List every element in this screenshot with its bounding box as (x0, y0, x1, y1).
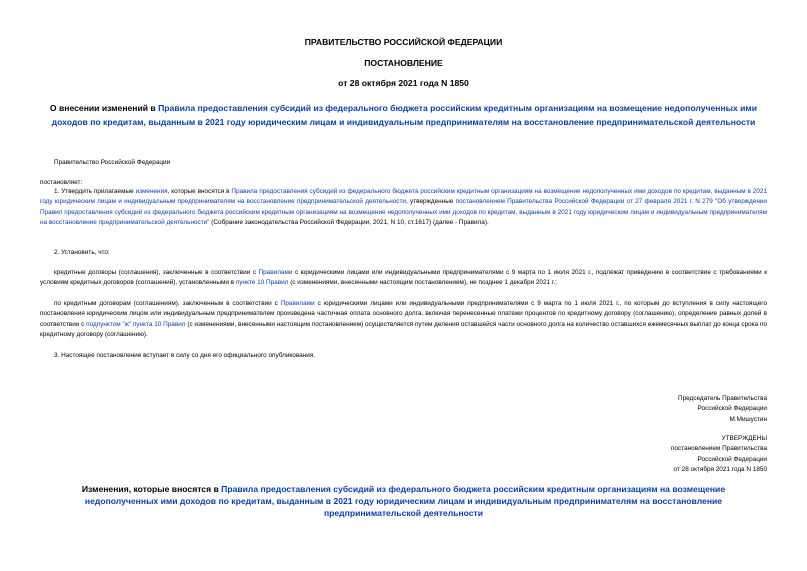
changes-title-prefix: Изменения, которые вносятся в (81, 484, 222, 494)
signature-position: Председатель Правительства (678, 395, 767, 402)
p4-text-b: с юридическими лицами или индивидуальными предпринимателями с 9 марта по 1 июля 2021 г., по которым до вступления в силу настоящего постановления юридическим лицом или индивидуальным предпринимателем произведена частичная оплата основного долга, включая перенесенные платежи процентов по кредитному договору (соглашению), определение равных долей в соответствии с (40, 300, 767, 328)
clause-10-link[interactable]: пункте 10 Правил (235, 279, 289, 287)
p3-text-a: кредитные договоры (соглашения), заключенные в соответствии с (54, 269, 259, 276)
approval-date: от 28 октября 2021 года N 1850 (673, 465, 767, 473)
p1-text-d: (Собрание законодательства Российской Федерации, 2021, N 10, ст.1617) (далее - Правила). (209, 218, 489, 226)
p1-text-c: , утвержденные (406, 198, 456, 206)
rules-link-3[interactable]: Правилами (280, 300, 315, 307)
changes-title (50, 483, 757, 519)
paragraph-2-item-2 (40, 299, 767, 340)
p1-text-b: , которые вносятся в (167, 188, 232, 195)
title-rules-link[interactable]: Правила предоставления субсидий из федерального бюджета российским кредитным организациям на возмещение недополученных ими доходов по кредитам, выданным в 2021 году юридическим лицам и индивидуальным предпринимателям на восстановление предпринимательской деятельности (51, 103, 758, 127)
paragraph-2: 2. Установить, что: (54, 249, 110, 256)
document-type-heading: ПОСТАНОВЛЕНИЕ (364, 58, 443, 68)
title-prefix: О внесении изменений в (49, 103, 159, 113)
paragraph-3: 3. Настоящее постановление вступает в силу со дня его официального опубликования. (54, 352, 316, 359)
date-number-heading: от 28 октября 2021 года N 1850 (338, 78, 469, 88)
rules-link-2[interactable]: Правилами (258, 269, 293, 276)
p4-text-c: (с изменениями, внесенными настоящим постановлением) осуществляется путем деления оставшейся части основного долга на количество оставшихся ежемесячных выплат до конца срока по кредитному договору (соглашению). (40, 320, 767, 338)
p4-text-a: по кредитным договорам (соглашениям), заключенным в соответствии с (54, 300, 281, 307)
approval-resolution: постановлением Правительства (671, 445, 767, 453)
changes-link[interactable]: изменения (135, 188, 168, 195)
approval-block (671, 434, 767, 475)
signature-block (678, 394, 767, 425)
subclause-zh-link[interactable]: подпунктом "ж" пункта 10 Правил (86, 320, 186, 328)
approval-country: Российской Федерации (697, 455, 767, 463)
document-title (40, 101, 767, 129)
signature-name: М.Мишустин (729, 415, 767, 423)
resolution-279-link[interactable]: постановлением Правительства Российской Федерации от 27 февраля 2021 г. N 279 "Об утверждении Правил предоставления субсидий из федерального бюджета российским кредитным организациям на возмещение недополученных ими доходов по кредитам, выданным в 2021 году юридическим лицам и индивидуальным предпринимателям на восстановление предпринимательской деятельности" (40, 198, 768, 226)
government-heading: ПРАВИТЕЛЬСТВО РОССИЙСКОЙ ФЕДЕРАЦИИ (304, 37, 503, 47)
intro-paragraph: Правительство Российской Федерации (54, 159, 171, 166)
p1-text-a: 1. Утвердить прилагаемые (54, 188, 136, 195)
paragraph-2-item-1 (40, 268, 767, 289)
p3-text-c: (с изменениями, внесенными настоящим постановлением), не позднее 1 декабря 2021 г.; (288, 279, 557, 287)
approval-label: УТВЕРЖДЕНЫ (721, 435, 767, 442)
paragraph-1 (40, 187, 767, 228)
signature-country: Российской Федерации (697, 405, 767, 413)
decree-paragraph: постановляет: (40, 179, 83, 186)
changes-title-rules-link[interactable]: Правила предоставления субсидий из федерального бюджета российским кредитным организациям на возмещение недополученных ими доходов по кредитам, выданным в 2021 году юридическим лицам и индивидуальным предпринимателям на восстановление предпринимательской деятельности (84, 484, 726, 518)
p3-text-b: с юридическими лицами или индивидуальными предпринимателями с 9 марта по 1 июля 2021 г., подлежат приведению в соответствие с требованиями к условиям кредитных договоров (соглашений), установленными в (40, 269, 767, 287)
rules-link[interactable]: Правила предоставления субсидий из федерального бюджета российским кредитным организациям на возмещение недополученных ими доходов по кредитам, выданным в 2021 году юридическим лицам и индивидуальным предпринимателям на восстановление предпринимательской деятельности (40, 188, 767, 206)
